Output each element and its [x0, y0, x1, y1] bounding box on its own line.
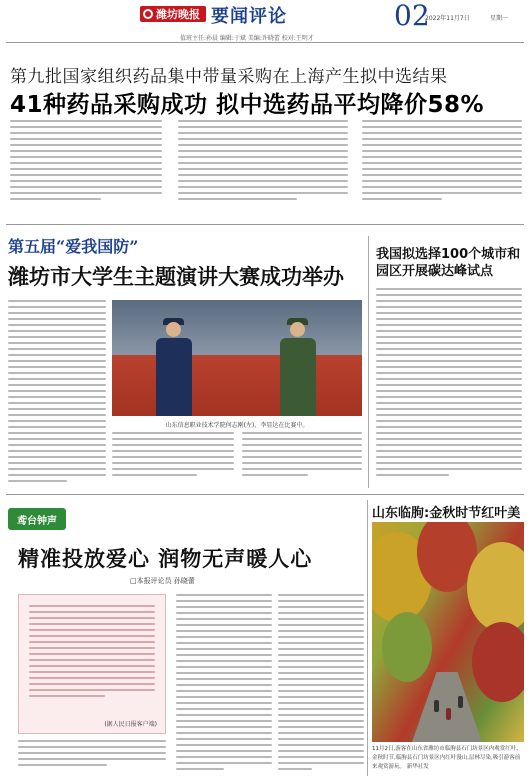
column-divider: [368, 236, 369, 488]
commentary-body-column-2: [176, 594, 272, 774]
page-number: 02: [394, 0, 430, 32]
divider: [6, 42, 524, 43]
column-logo: 鸢台钟声: [8, 508, 66, 530]
defense-body-column-3: [242, 432, 362, 480]
logo-emblem-icon: [143, 9, 153, 19]
lead-headline: 41种药品采购成功 拟中选药品平均降价58%: [10, 92, 485, 118]
lead-body-column-3: [362, 120, 522, 204]
lead-body-column-2: [178, 120, 348, 204]
logo-text: 潍坊晚报: [156, 8, 200, 21]
commentary-byline: □本报评论员 孙晓蕾: [130, 577, 195, 585]
defense-photo: [112, 300, 362, 416]
quote-source: (据人民日报客户端): [104, 721, 157, 728]
speaker-right-figure: [272, 316, 324, 416]
divider: [6, 494, 524, 495]
masthead: [0, 0, 530, 32]
commentary-body-column-3: [278, 594, 364, 774]
commentary-headline: 精准投放爱心 润物无声暖人心: [18, 547, 313, 571]
pilot-headline: 我国拟选择100个城市和园区开展碳达峰试点: [376, 247, 521, 279]
lead-body-column-1: [10, 120, 162, 204]
pilot-body: [376, 288, 522, 480]
editor-credits: 值班主任:孙晨 编辑:于斌 美编:许晓蕾 校对:王明才: [180, 35, 314, 42]
newspaper-logo: [140, 6, 206, 22]
section-title: 要闻评论: [211, 6, 287, 27]
defense-subheadline: 第五届“爱我国防”: [8, 237, 139, 256]
ginkgo-photo-caption: 11月2日,游客在山东省潍坊市临朐县石门坊景区内观赏红叶、金秋时节,临朐县石门坊景区内红叶漫山,层林尽染,吸引游客前来观赏游玩。 新华社发: [372, 746, 522, 770]
divider: [6, 224, 524, 225]
commentary-body-column-1: [18, 740, 166, 770]
ginkgo-photo: [372, 522, 524, 742]
speaker-left-figure: [148, 316, 200, 416]
ginkgo-headline: 山东临朐:金秋时节红叶美: [372, 506, 521, 521]
issue-date: 2022年11月7日: [425, 15, 470, 22]
defense-body-column-1: [8, 300, 106, 486]
defense-photo-caption: 山东信息职业技术学院何志刚(左)、李显达在比赛中。: [165, 422, 309, 429]
issue-weekday: 星期一: [490, 15, 509, 22]
column-divider: [367, 500, 368, 776]
defense-body-column-2: [112, 432, 234, 480]
quote-box: [18, 594, 166, 734]
defense-headline: 潍坊市大学生主题演讲大赛成功举办: [8, 265, 344, 289]
lead-subheadline: 第九批国家组织药品集中带量采购在上海产生拟中选结果: [10, 67, 448, 87]
